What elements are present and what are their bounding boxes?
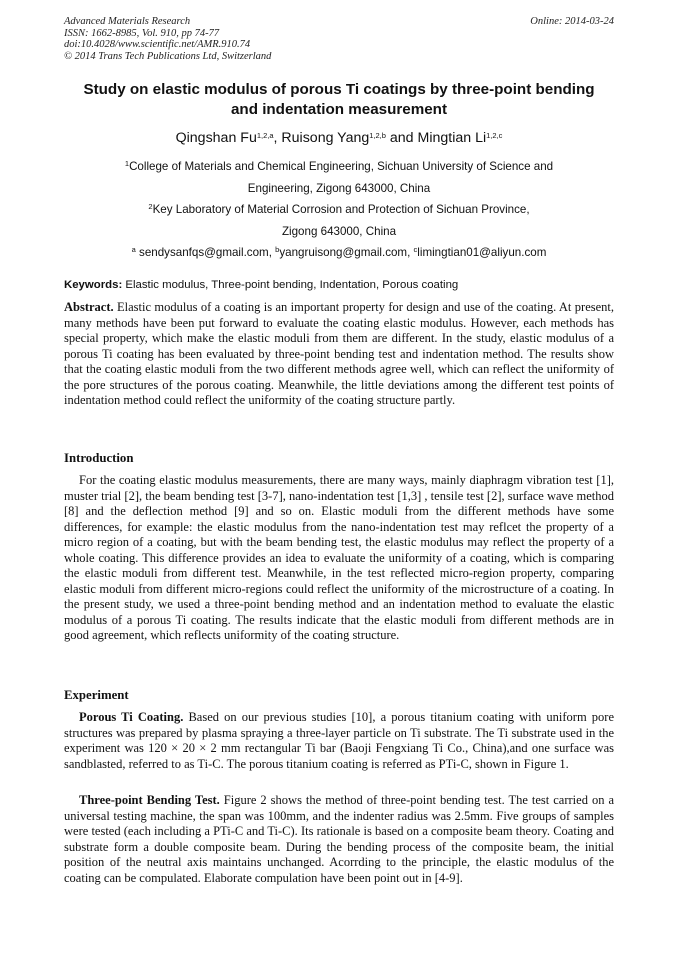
affiliation-2-cont: Zigong 643000, China: [281, 224, 397, 238]
author-affiliation-mark: 1,2,a: [256, 130, 274, 140]
author-name: Ruisong Yang: [281, 130, 370, 146]
author-separator: ,: [273, 130, 282, 146]
author-emails: [60, 242, 618, 264]
paragraph-label: Porous Ti Coating.: [79, 710, 184, 724]
paper-title: [60, 80, 618, 120]
email-link[interactable]: sendysanfqs@gmail.com,: [135, 246, 276, 259]
introduction-text: For the coating elastic modulus measurements, there are many ways, mainly diaphragm vibration test [1], muster trial [2], the beam bending test [3-7], nano-indentation test [1,3] , tensile test [2], surface wave method [8] and the deflection method [9] and so on. Elastic moduli from the different methods have some differences, for example: the elastic modulus from the nano-indentation test may reflcet the property of a micro region of a coating, but with the beam bending test, the elastic modulus may reflect the property of a whole coating. This difference provides an idea to evaluate the uniformity of a coating, which is comparing the elastic moduli from different test. Meanwhile, in the test reflected micro-region property, comparing elastic moduli from different micro-regions could reflect the uniformity of the microstructure of a coating. In the present study, we used a three-point bending method and an indentation method to evaluate the elastic modulus of a porous Ti coating. The results indicate that the elastic moduli from different methods are in good agreement, which reflects uniformity of the coating structure.: [64, 473, 614, 642]
affiliations: [60, 156, 618, 264]
porous-ti-coating-paragraph: Porous Ti Coating. Based on our previous studies [10], a porous titanium coating with uniform pore structures was prepared by plasma spraying a three-layer particle on Ti substrate. The Ti substrate used in the experiment was 120 × 20 × 2 mm rectangular Ti bar (Baoji Fengxiang Ti Co., China),and one surface was sandblasted, referred to as Ti-C. The porous titanium coating is referred as PTi-C, shown in Figure 1.: [64, 710, 615, 771]
email-mark: b: [275, 244, 280, 254]
email-mark: a: [131, 244, 136, 254]
affiliation-1: $^1$College of Materials and Chemical Engineering, Sichuan University of Science and: [124, 158, 554, 173]
experiment-heading: Experiment: [64, 688, 129, 702]
issn-line: ISSN: 1662-8985, Vol. 910, pp 74-77: [64, 27, 220, 39]
email-link[interactable]: yangruisong@gmail.com,: [279, 246, 414, 259]
doi-line: doi:10.4028/www.scientific.net/AMR.910.74: [64, 39, 251, 50]
journal-header: [64, 16, 271, 62]
abstract-text: Elastic modulus of a coating is an important property for design and use of the coating. At present, many methods have been put forward to evaluate the coating elastic modulus. However, each methods has special property, which make the elastic moduli from them are different. In the study, elastic modulus of a porous Ti coating has been evaluated by three-point bending test and indentation method. The results show that the coating elastic moduli from the two different methods agree well, which can reflect the uniformity of the pore structures of the porous coating. Meanwhile, the little deviations among the different test points of indentation method could reflect the uniformity of the coating structure partly.: [64, 300, 614, 407]
author-affiliation-mark: 1,2,b: [369, 130, 386, 140]
paragraph-label: Three-point Bending Test.: [79, 793, 220, 807]
author-name: Qingshan Fu: [175, 130, 257, 146]
author-affiliation-mark: 1,2,c: [486, 130, 503, 140]
email-link[interactable]: limingtian01@aliyun.com: [417, 246, 547, 259]
author-list: [60, 128, 618, 148]
journal-name: Advanced Materials Research: [64, 16, 191, 27]
keywords-label: Keywords:: [64, 279, 123, 291]
affiliation-mark: 1: [124, 158, 130, 168]
introduction-heading: Introduction: [64, 451, 134, 465]
affiliation-2: $^2$Key Laboratory of Material Corrosion and Protection of Sichuan Province,: [148, 201, 530, 216]
title-line-1: Study on elastic modulus of porous Ti coatings by three-point bending: [83, 81, 595, 98]
keywords: [64, 278, 458, 292]
email-mark: c: [413, 244, 418, 254]
online-date: Online: 2014-03-24: [530, 16, 614, 27]
author-name: Mingtian Li: [417, 130, 487, 146]
author-separator: and: [385, 130, 418, 146]
affiliation-1-cont: Engineering, Zigong 643000, China: [247, 181, 431, 195]
abstract: [64, 300, 614, 409]
abstract-label: Abstract.: [64, 300, 114, 314]
affiliation-mark: 2: [148, 201, 153, 211]
copyright-line: © 2014 Trans Tech Publications Ltd, Switzerland: [64, 50, 272, 62]
three-point-bending-paragraph: Three-point Bending Test. Figure 2 shows the method of three-point bending test. The test carried on a universal testing machine, the span was 100mm, and the indenter radius was 2.5mm. Five groups of samples were tested (each including a PTi-C and Ti-C). Its rationale is based on a composite beam theory. Coating and substrate form a double composite beam. During the bending process of the composite beam, the initial position of the neutral axis maintains unchanged. Acorrding to the principle, the elastic modulus of the coating can be compulated. Elaborate compulation have been point out in [4-9].: [64, 793, 614, 885]
title-line-2: and indentation measurement: [230, 101, 448, 118]
keywords-text: Elastic modulus, Three-point bending, Indentation, Porous coating: [122, 279, 459, 291]
